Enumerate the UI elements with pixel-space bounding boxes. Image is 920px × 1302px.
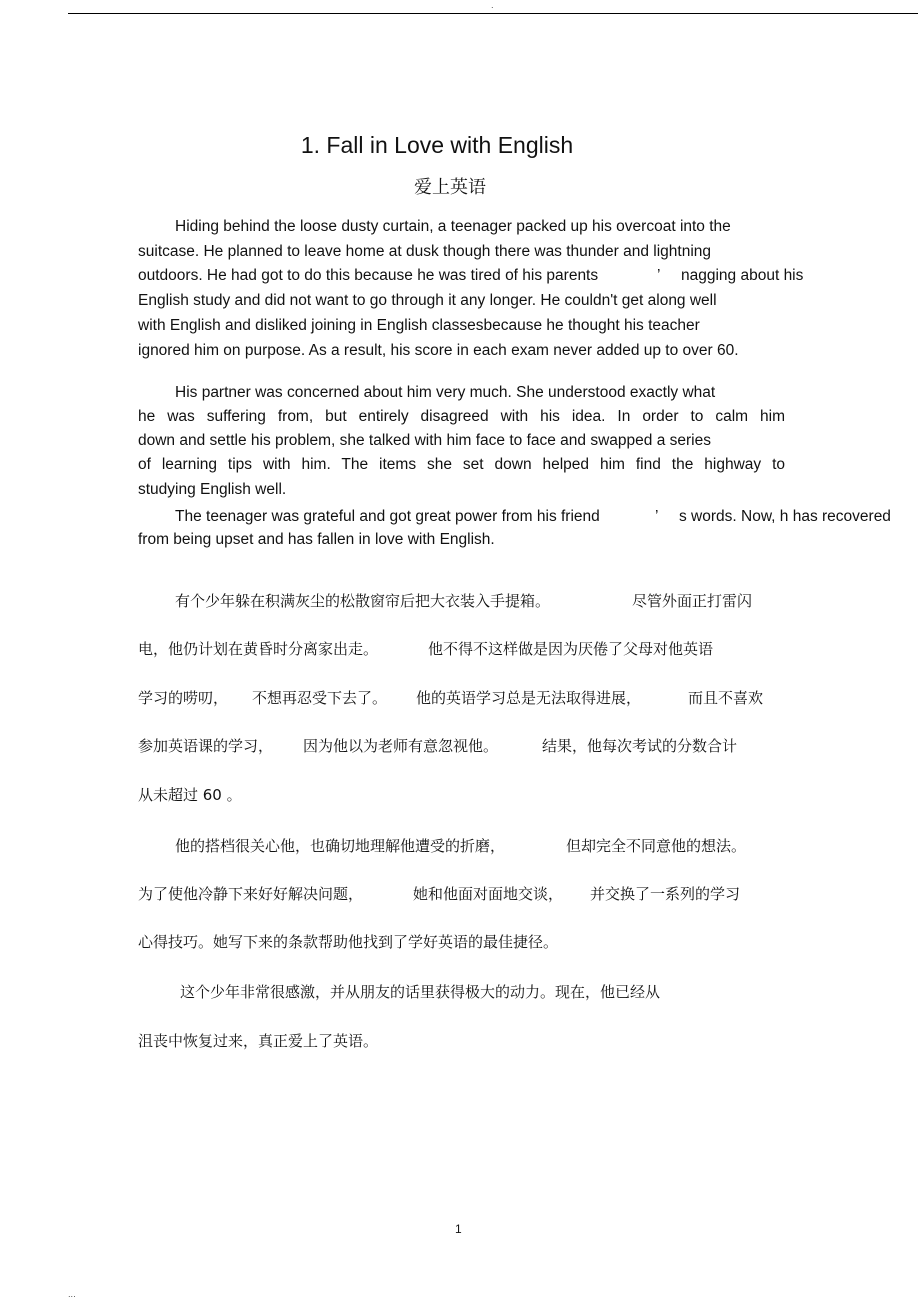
- text-line: outdoors. He had got to do this because he was tired of his parents: [138, 267, 599, 284]
- text-line: 学习的唠叨，: [138, 689, 229, 707]
- text-line: 有个少年躲在积满灰尘的松散窗帘后把大衣装入手提箱。: [175, 592, 551, 610]
- corner-mark: ...: [68, 1290, 76, 1299]
- apostrophe: ’: [655, 508, 659, 525]
- apostrophe: ’: [657, 267, 661, 284]
- text-line: with English and disliked joining in English classesbecause he thought his teacher: [138, 317, 700, 334]
- text-segment: 不想再忍受下去了。: [252, 689, 388, 707]
- page-subtitle: 爱上英语: [414, 177, 486, 198]
- text-segment: 并交换了一系列的学习: [590, 885, 741, 903]
- text-line: Hiding behind the loose dusty curtain, a teenager packed up his overcoat into the: [175, 218, 731, 235]
- text-line: 电，他仍计划在黄昏时分离家出走。: [138, 640, 379, 658]
- text-segment: nagging about his: [681, 267, 804, 284]
- text-line: down and settle his problem, she talked with him face to face and swapped a series: [138, 432, 711, 449]
- text-segment: s words. Now, h has recovered: [679, 508, 891, 525]
- text-line: 为了使他冷静下来好好解决问题，: [138, 885, 364, 903]
- page-title: 1. Fall in Love with English: [300, 132, 574, 158]
- text-line: English study and did not want to go through it any longer. He couldn't get along well: [138, 292, 717, 309]
- text-line: His partner was concerned about him very much. She understood exactly what: [175, 384, 716, 401]
- text-line: 参加英语课的学习，: [138, 737, 274, 755]
- text-line: 心得技巧。她写下来的条款帮助他找到了学好英语的最佳捷径。: [138, 933, 559, 951]
- text-line: he was suffering from, but entirely disagreed with his idea. In order to calm him: [138, 408, 785, 425]
- text-segment: 但却完全不同意他的想法。: [566, 837, 747, 855]
- text-line: from being upset and has fallen in love with English.: [138, 531, 495, 548]
- text-segment: 他不得不这样做是因为厌倦了父母对他英语: [428, 640, 714, 658]
- text-segment: 结果，他每次考试的分数合计: [542, 737, 738, 755]
- text-line: The teenager was grateful and got great power from his friend: [175, 508, 600, 525]
- text-segment: 因为他以为老师有意忽视他。: [303, 737, 499, 755]
- text-line: 他的搭档很关心他，也确切地理解他遭受的折磨，: [175, 837, 506, 855]
- text-segment: 尽管外面正打雷闪: [632, 592, 753, 610]
- text-line: studying English well.: [138, 481, 287, 498]
- text-line: of learning tips with him. The items she set down helped him find the highway to: [138, 456, 785, 473]
- text-line: ignored him on purpose. As a result, his score in each exam never added up to over 60.: [138, 342, 739, 359]
- header-rule: [68, 13, 918, 14]
- header-dot: .: [491, 1, 494, 10]
- text-line: 从未超过 60 。: [138, 786, 242, 804]
- text-line: 这个少年非常很感激，并从朋友的话里获得极大的动力。现在，他已经从: [180, 983, 661, 1001]
- text-segment: 她和他面对面地交谈，: [413, 885, 564, 903]
- page-number: 1: [455, 1222, 462, 1236]
- text-line: 沮丧中恢复过来，真正爱上了英语。: [138, 1032, 379, 1050]
- text-line: suitcase. He planned to leave home at dusk though there was thunder and lightning: [138, 243, 712, 260]
- text-segment: 他的英语学习总是无法取得进展，: [416, 689, 642, 707]
- text-segment: 而且不喜欢: [688, 689, 764, 707]
